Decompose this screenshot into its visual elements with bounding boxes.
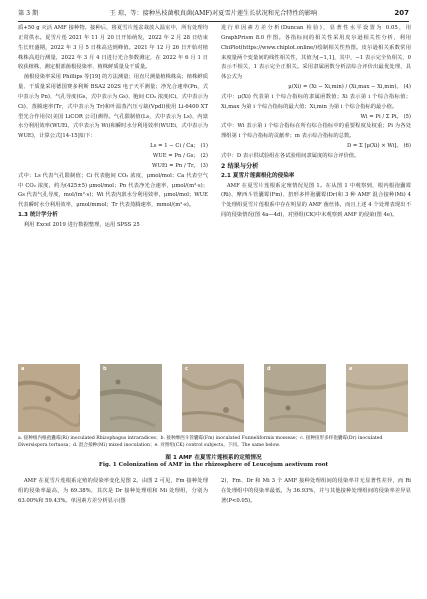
paragraph: 利用 Excel 2019 进行数据整理，运用 SPSS 25 <box>23 221 140 228</box>
bottom-right-column <box>221 477 411 595</box>
paragraph: 式中：Wi 表示第 i 个综合指标在所有综合指标中的重要程度及权重；Pi 为各处理组第 i 个综合指标的贡献率；m 表示综合指标的总数。 <box>221 123 411 140</box>
page-number: 207 <box>394 9 409 17</box>
equation: WUE = Pn / Gs； (2) <box>152 152 208 159</box>
figure-panel-c <box>182 364 244 432</box>
panel-label: e <box>349 366 353 372</box>
figure-1-panels <box>18 364 409 432</box>
running-header <box>18 8 409 19</box>
figure-note: a. 接种根内根孢囊霉(Ri) inoculated Rhizophagus intraradices；b. 接种摩西斗管囊霉(Fm) inoculated Funneliformis mosseae；c. 接种扭形多样孢囊霉(Dr) inoculated Diversispora tortuosa；d. 混合接种(Mi) mixed inoculation；e. 对照组(CK) control subjects。下同。The same below. <box>18 436 383 448</box>
paragraph: 菌根侵染率采用 Phillips 等[19] 的方法测量；用直尺测量植株株高；植株鲜质量、干质量采用德国赛多利斯 BSA2 202S 电子天平测量；净光合速率(Pn，式中表示为 Pn)、气孔导度(Gs，式中表示为 Gs)、胞间 CO₂ 浓度(Ci，式中表示为 Ci)、蒸腾速率(Tr，式中表示为 Tr)和叶温蒸汽压亏缺(Vpdl)使用 Li-6400 XT 型光合作用仪(美国 LiCOR 公司)测得。气孔限制值(Ls，式中表示为 Ls)、内禀水分利用效率(WUEi，式中表示为 Wi)和瞬时水分利用效率(WUEi，式中表示为 WUE)，计算公式[14-15]如下： <box>18 74 208 140</box>
equation: μ(Xi) = (Xi − Xi,min) / (Xi,max − Xi,min)。 (4) <box>288 84 411 91</box>
figure-panel-e <box>346 364 408 432</box>
panel-label: b <box>103 366 107 372</box>
paragraph: AMF 在夏雪片莲根系定殖情况见图 1。在从图 1 中观察到，根内根孢囊霉(Ri)、摩西斗管囊霉(Fm)、扭形多样孢囊霉(Dr)和 3 种 AMF 混合接种(Mi) 4 个处理组夏雪片莲根系中存在明显的 AMF 菌丝体，而且上述 4 个处理表现出不同的侵染情况(图 4a—4d)，对照组(CK)中未观察到 AMF 的侵染(图 4e)。 <box>221 182 411 219</box>
figure-title-cn: 图 1 AMF 在夏雪片莲根系的定殖情况 <box>165 455 262 461</box>
figure-panel-a <box>18 364 80 432</box>
running-title: 王 琼，等：接种丛枝菌根真菌(AMF)对夏雪片莲生长状况和光合特性的影响 <box>109 10 318 17</box>
section-heading: 1.3 统计学分析 <box>18 212 58 219</box>
figure-panel-d <box>264 364 326 432</box>
paragraph: 2)，Fm、Dr 和 Mi 3 个 AMF 接种处理组间的侵染率并无显著性差异，而 Ri 在处理组中的侵染率最低，为 36.93%，并与其他接种处理组间的侵染率差异显著(P<0.05)。 <box>221 478 411 504</box>
panel-label: a <box>21 366 25 372</box>
panel-label: c <box>185 366 188 372</box>
equation: Ls = 1 − Ci / Ca； (1) <box>150 143 208 150</box>
paragraph: 式中：μ(Xi) 代表第 i 个综合指标的隶属函数值；Xi 表示第 i 个综合指标值；Xi,max 为第 i 个综合指标的最大值；Xi,min 为第 i 个综合指标的最小值。 <box>221 93 411 110</box>
issue-number: 第 3 期 <box>18 10 39 17</box>
equation: Wi = Pi / Σ Pi。 (5) <box>360 113 411 120</box>
paragraph: AMF 在夏雪片莲根系定殖的侵染率变化见图 2。由图 2 可见，Fm 接种处理组的侵染率最高，为 69.38%，其次是 Dr 接种处理组和 Mi 处理组，分别为 63.00%和 59.43%。单因素方差分析显示(图 <box>18 478 208 504</box>
paragraph: 式中：D 表示供试验组在各试验组间隶属度的综合评价值。 <box>221 152 360 159</box>
bottom-left-column <box>18 477 208 595</box>
subsection-heading: 2.1 夏雪片莲菌根化的侵染率 <box>221 172 295 179</box>
equation: D = Σ [μ(Xi) × Wi]。 (6) <box>346 143 411 150</box>
section-heading: 2 结果与分析 <box>221 162 259 170</box>
figure-title-en: Fig. 1 Colonization of AMF in the rhizosphere of Leucojum aestivum root <box>98 462 329 468</box>
paragraph: 式中：Ls 代表气孔限制值；Ci 代表胞间 CO₂ 浓度，μmol/mol；Ca 代表空气中 CO₂ 浓度，约为(425±5) μmol/mol；Pn 代表净光合速率，μmol/(m²·s)；Gs 代表气孔导度，mol/(m²·s)；Wi 代表内禀水分利用效率，μmol/mol；WUE 代表瞬时水分利用效率，μmol/mmol；Tr 代表蒸腾速率，mmol/(m²·s)。 <box>18 172 208 209</box>
panel-label: d <box>267 366 271 372</box>
header-rule <box>18 21 409 22</box>
equation: WUEi = Pn / Tr。 (3) <box>152 162 208 169</box>
figure-panel-b <box>100 364 162 432</box>
paragraph: 进行单因素方差分析(Duncan 检验)，显著性水平设置为 0.05，用 GraphPrism 8.0 作图。各指标间的相关性采用皮尔逊相关性分析，利用 ChiPlot(https://www.chiplot.online/)绘制相关性热图。皮尔逊相关系数常用来度量两个变量间的线性相关性，其值为[−1,1]，其中，−1 表示完全负相关，0 表示不相关，1 表示完全正相关。采用隶属函数分析法综合评价出最优处理，具体公式为 <box>221 25 411 81</box>
paragraph: 质+50 g 灭活 AMF 接种物。接种后，将夏雪片莲盆栽放入温室中，所有处理均正常供水。夏雪片莲 2021 年 11 月 20 日开始萌发，2022 年 2 月 28 日结束生长旺盛期，2022 年 3 月 5 日株高达到峰值。2021 年 12 月 26 日开始对植株株高进行测量，2022 年 3 月 4 日进行光合参数测定，在 2022 年 6 月 1 日收获植株，测定根部菌根侵染率、植株鲜质量及干质量。 <box>18 25 208 71</box>
